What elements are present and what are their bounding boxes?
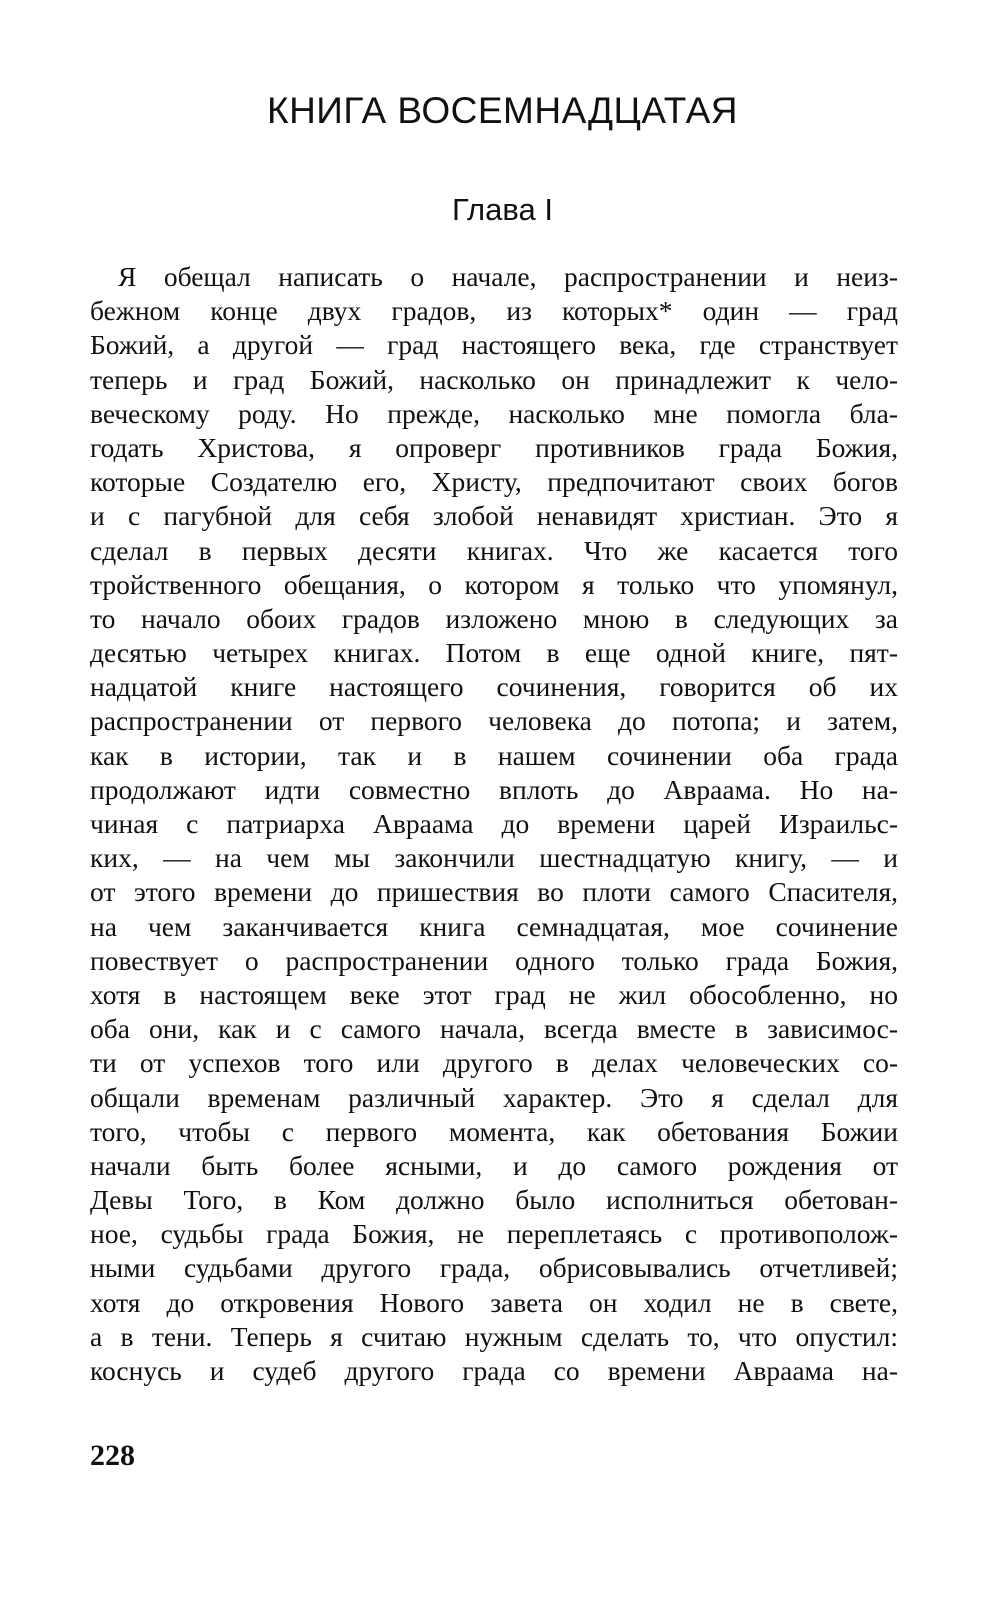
text-line: повествует о распространении одного только града Божия,: [90, 944, 898, 976]
text-line: чиная с патриарха Авраама до времени царей Израильс-: [90, 808, 898, 839]
text-line: веческому роду. Но прежде, насколько мне помогла бла-: [90, 397, 898, 429]
text-line: хотя в настоящем веке этот град не жил обособленно, но: [90, 978, 898, 1010]
text-line: которые Создателю его, Христу, предпочитают своих богов: [90, 466, 898, 498]
chapter-title: Глава I: [452, 192, 553, 227]
book-title: КНИГА ВОСЕМНАДЦАТАЯ: [267, 90, 738, 131]
text-line: от этого времени до пришествия во плоти самого Спасителя,: [90, 876, 898, 908]
text-line: и с пагубной для себя злобой ненавидят христиан. Это я: [90, 500, 898, 532]
text-line: ких, — на чем мы закончили шестнадцатую книгу, — и: [90, 842, 898, 874]
body-text: [90, 260, 898, 1388]
text-line: сделал в первых десяти книгах. Что же касается того: [90, 534, 898, 566]
text-line: ное, судьбы града Божия, не переплетаясь с противополож-: [90, 1218, 898, 1250]
text-line: то начало обоих градов изложено мною в следующих за: [90, 602, 898, 634]
text-line: коснусь и судеб другого града со времени Авраама на-: [90, 1355, 898, 1386]
text-line: оба они, как и с самого начала, всегда вместе в зависимос-: [90, 1013, 898, 1045]
text-line: тройственного обещания, о котором я только что упомянул,: [90, 568, 898, 600]
text-line: ти от успехов того или другого в делах человеческих со-: [90, 1047, 898, 1079]
text-line: а в тени. Теперь я считаю нужным сделать то, что опустил:: [90, 1320, 898, 1352]
page-number: 228: [90, 1439, 135, 1472]
text-line: хотя до откровения Нового завета он ходил не в свете,: [90, 1286, 898, 1318]
text-line: ными судьбами другого града, обрисовывались отчетливей;: [90, 1252, 898, 1284]
text-line: продолжают идти совместно вплоть до Авраама. Но на-: [90, 773, 898, 805]
text-line: бежном конце двух градов, из которых* один — град: [90, 295, 898, 327]
text-line: Я обещал написать о начале, распространении и неиз-: [118, 261, 898, 292]
text-line: надцатой книге настоящего сочинения, говорится об их: [90, 671, 898, 703]
text-line: как в истории, так и в нашем сочинении оба града: [90, 739, 898, 771]
text-line: Девы Того, в Ком должно было исполниться обетован-: [90, 1184, 898, 1216]
text-line: Божий, а другой — град настоящего века, где странствует: [90, 329, 898, 361]
text-line: годать Христова, я опроверг противников града Божия,: [90, 431, 898, 463]
text-line: распространении от первого человека до потопа; и затем,: [90, 705, 898, 737]
text-line: теперь и град Божий, насколько он принадлежит к чело-: [90, 363, 898, 395]
text-line: начали быть более ясными, и до самого рождения от: [90, 1149, 898, 1181]
text-line: того, чтобы с первого момента, как обетования Божии: [90, 1115, 898, 1147]
text-line: на чем заканчивается книга семнадцатая, мое сочинение: [90, 910, 898, 942]
text-line: общали временам различный характер. Это я сделал для: [90, 1081, 898, 1113]
text-line: десятью четырех книгах. Потом в еще одной книге, пят-: [90, 637, 898, 669]
